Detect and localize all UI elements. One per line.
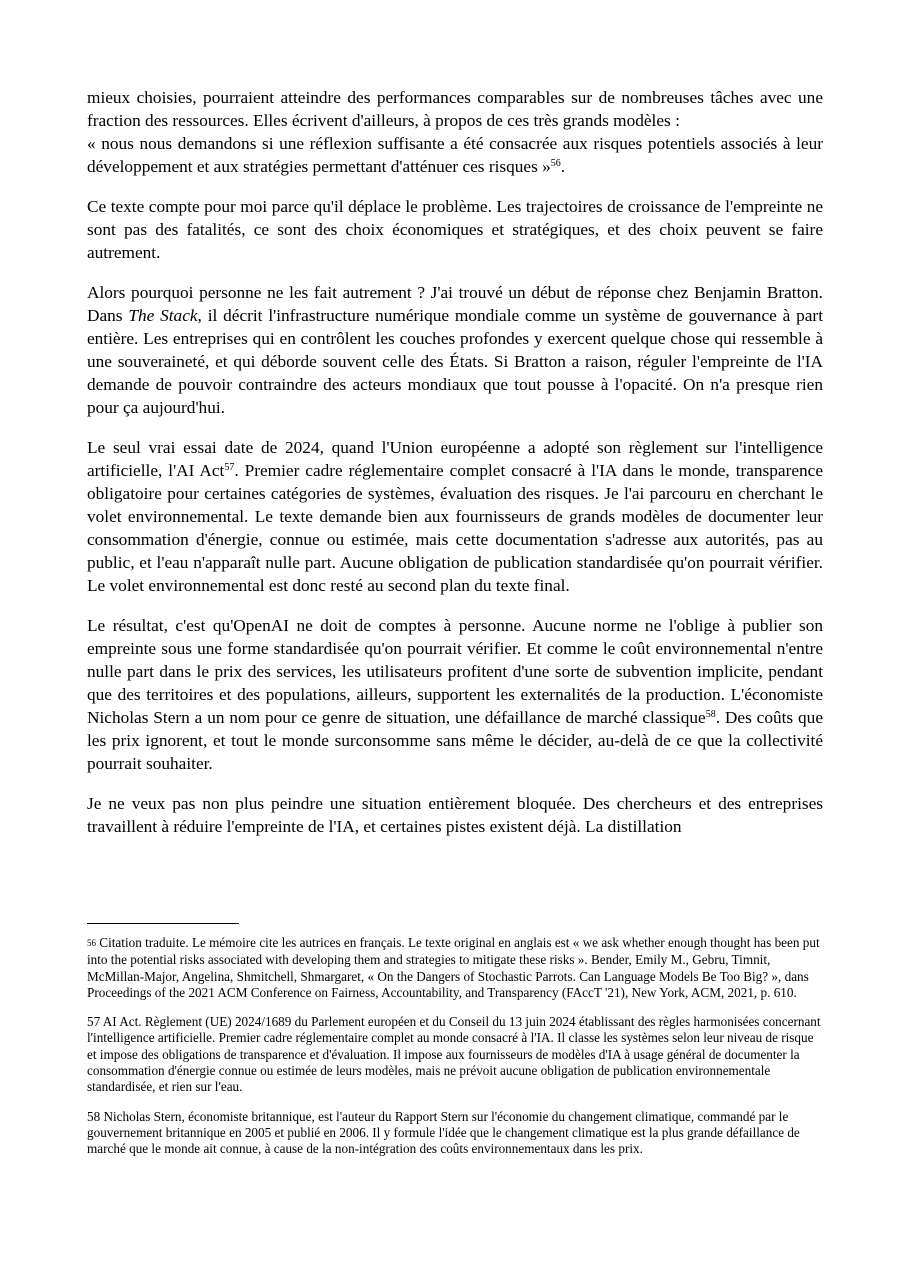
paragraph-3-after: , il décrit l'infrastructure numérique mondiale comme un système de gouvernance à part entière. Les entreprises qui en contrôlent les couches profondes y exercent quelque chose qui ressemble à une souveraineté, et qui déborde souvent celle des États. Si Bratton a raison, réguler l'empreinte de l'IA demande de pouvoir contraindre des acteurs mondiaux que tout pousse à l'opacité. On n'a presque rien pour ça aujourd'hui.: [87, 306, 823, 417]
footnote-56: [87, 935, 823, 1001]
footnote-separator: [87, 923, 239, 924]
paragraph-1-text: mieux choisies, pourraient atteindre des performances comparables sur de nombreuses tâches avec une fraction des ressources. Elles écrivent d'ailleurs, à propos de ces très grands modèles :: [87, 88, 823, 130]
footnote-number: 56: [87, 938, 96, 948]
footnote-57: [87, 1014, 823, 1095]
paragraph-1: [87, 86, 823, 178]
paragraph-3-before: Alors pourquoi personne ne les fait autrement ? J'ai trouvé un début de réponse chez Benjamin Bratton. Dans: [87, 283, 823, 325]
paragraph-6: Je ne veux pas non plus peindre une situation entièrement bloquée. Des chercheurs et des entreprises travaillent à réduire l'empreinte de l'IA, et certaines pistes existent déjà. La distillation: [87, 794, 823, 836]
paragraph-1-end: .: [560, 157, 566, 176]
translated-quote: « nous nous demandons si une réflexion suffisante a été consacrée aux risques potentiels associés à leur développement et aux stratégies permettant d'atténuer ces risques »: [87, 134, 823, 176]
document-body: [87, 86, 823, 855]
book-title: The Stack: [128, 306, 198, 325]
footnote-text: AI Act. Règlement (UE) 2024/1689 du Parlement européen et du Conseil du 13 juin 2024 établissant des règles harmonisées concernant l'intelligence artificielle. Premier cadre réglementaire complet au monde consacré à l'IA. Il classe les systèmes selon leur niveau de risque et impose des obligations de transparence et d'évaluation. Il impose aux fournisseurs de modèles d'IA à usage général de documenter la consommation d'énergie connue ou estimée de leurs modèles, mais ne prévoit aucune obligation de publication environnementale standardisée, et rien sur l'eau.: [87, 1014, 821, 1095]
footnote-ref-58[interactable]: 58: [705, 709, 716, 720]
paragraph-5-before: Le résultat, c'est qu'OpenAI ne doit de comptes à personne. Aucune norme ne l'oblige à publier son empreinte sous une forme standardisée qu'on pourrait vérifier. Et comme le coût environnemental n'entre nulle part dans le prix des services, les utilisateurs profitent d'une sorte de subvention implicite, pendant que des territoires et des populations, ailleurs, supportent les externalités de la production. L'économiste Nicholas Stern a un nom pour ce genre de situation, une défaillance de marché classique: [87, 616, 823, 727]
footnote-number: 58: [87, 1108, 101, 1124]
footnote-number: 57: [87, 1014, 101, 1030]
footnotes: [87, 935, 823, 1171]
footnote-58: [87, 1109, 823, 1158]
paragraph-2: Ce texte compte pour moi parce qu'il déplace le problème. Les trajectoires de croissance de l'empreinte ne sont pas des fatalités, ce sont des choix économiques et stratégiques, et des choix peuvent se faire autrement.: [87, 197, 823, 262]
paragraph-5: [87, 614, 823, 775]
paragraph-3: [87, 281, 823, 419]
paragraph-4: [87, 436, 823, 597]
footnote-text: Citation traduite. Le mémoire cite les autrices en français. Le texte original en anglais est « we ask whether enough thought has been put into the potential risks associated with developing them and strategies to mitigate these risks ». Bender, Emily M., Gebru, Timnit, McMillan-Major, Angelina, Shmitchell, Shmargaret, « On the Dangers of Stochastic Parrots. Can Language Models Be Too Big? », dans Proceedings of the 2021 ACM Conference on Fairness, Accountability, and Transparency (FAccT '21), New York, ACM, 2021, p. 610.: [87, 935, 820, 1000]
footnote-ref-57[interactable]: 57: [224, 462, 235, 473]
paragraph-4-before: Le seul vrai essai date de 2024, quand l'Union européenne a adopté son règlement sur l'intelligence artificielle, l'AI Act: [87, 438, 823, 480]
paragraph-5-after: . Des coûts que les prix ignorent, et tout le monde surconsomme sans même le décider, au-delà de ce que la collectivité pourrait souhaiter.: [87, 708, 823, 773]
paragraph-4-after: . Premier cadre réglementaire complet consacré à l'IA dans le monde, transparence obligatoire pour certaines catégories de systèmes, évaluation des risques. Je l'ai parcouru en cherchant le volet environnemental. Le texte demande bien aux fournisseurs de grands modèles de documenter leur consommation d'énergie, connue ou estimée, mais cette documentation s'adresse aux autorités, pas au public, et l'eau n'apparaît nulle part. Aucune obligation de publication standardisée qu'on pourrait vérifier. Le volet environnemental est donc resté au second plan du texte final.: [87, 461, 824, 595]
footnote-ref-56[interactable]: 56: [550, 158, 561, 169]
footnote-text: Nicholas Stern, économiste britannique, est l'auteur du Rapport Stern sur l'économie du changement climatique, commandé par le gouvernement britannique en 2005 et publié en 2006. Il y formule l'idée que le changement climatique est la plus grande défaillance de marché que le monde ait connue, à cause de la non-intégration des coûts environnementaux dans les prix.: [87, 1108, 800, 1157]
